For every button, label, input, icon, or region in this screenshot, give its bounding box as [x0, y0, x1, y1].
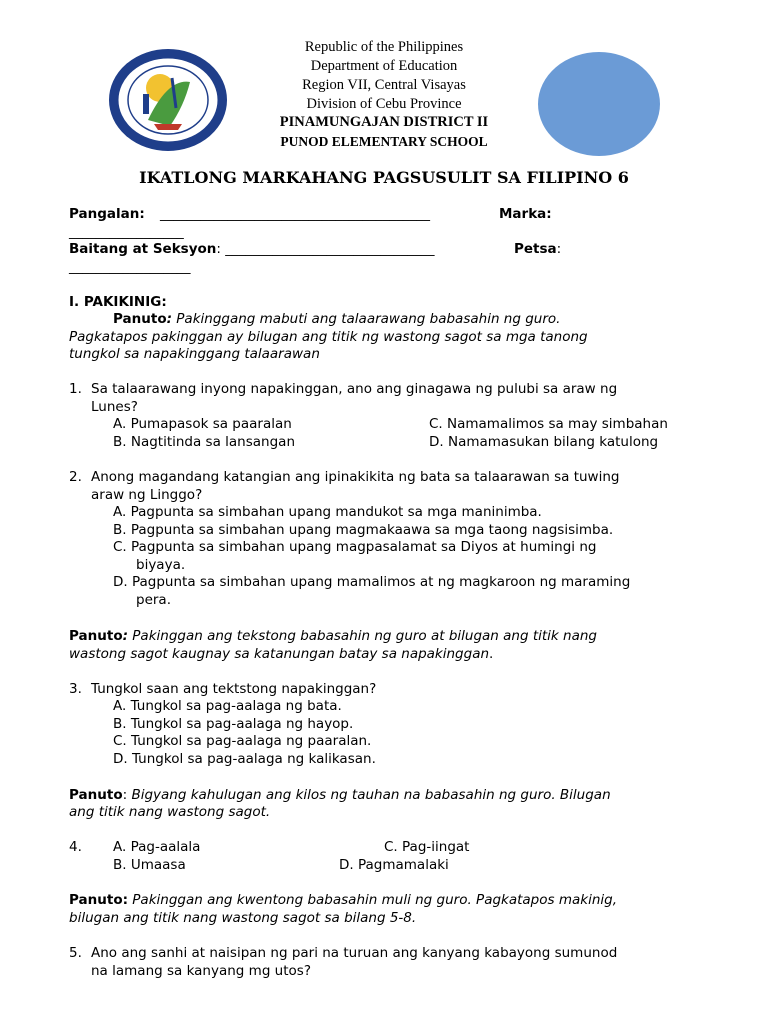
q5-text-a: Ano ang sanhi at naisipan ng pari na turuan ang kanyang kabayong sumunod [91, 945, 618, 961]
q4-choice-d[interactable]: D. Pagmamalaki [339, 857, 449, 873]
exam-title: IKATLONG MARKAHANG PAGSUSULIT SA FILIPINO 6 [139, 168, 629, 187]
directions-1-text-b: Pagkatapos pakinggan ay bilugan ang titik ng wastong sagot sa mga tanong [69, 329, 588, 345]
q4-number: 4. [69, 839, 82, 855]
directions-3-text-a: Bigyang kahulugan ang kilos ng tauhan na babasahin ng guro. Bilugan [127, 787, 611, 803]
grade-section-label: Baitang at Seksyon [69, 241, 217, 257]
directions-3-text-b: ang titik nang wastong sagot. [69, 804, 271, 820]
q1-text-b: Lunes? [91, 399, 138, 415]
q5-text-b: na lamang sa kanyang mg utos? [91, 963, 311, 979]
directions-2-colon: : [122, 628, 128, 644]
directions-2-period: . [489, 646, 494, 662]
q3-choice-c[interactable]: C. Tungkol sa pag-aalaga ng paaralan. [113, 733, 372, 749]
directions-2-line-b [69, 646, 493, 664]
date-line[interactable]: __________________ [69, 259, 191, 275]
directions-1-label: Panuto [113, 311, 167, 327]
directions-4-text-b: bilugan ang titik nang wastong sagot sa bilang 5-8. [69, 910, 417, 926]
q3-text: Tungkol saan ang tektstong napakinggan? [91, 681, 377, 697]
grade-section-field [69, 241, 435, 259]
directions-3-label: Panuto [69, 787, 123, 803]
header-department: Department of Education [310, 58, 458, 74]
section-heading: I. PAKIKINIG: [69, 294, 167, 310]
directions-2-text-b: wastong sagot kaugnay sa katanungan batay sa napakinggan [69, 646, 490, 662]
q3-number: 3. [69, 681, 82, 697]
directions-3 [69, 787, 611, 805]
q1-number: 1. [69, 381, 82, 397]
q2-choice-c[interactable]: C. Pagpunta sa simbahan upang magpasalamat sa Diyos at humingi ng [113, 539, 597, 555]
directions-4-label: Panuto: [69, 892, 128, 908]
q1-choice-b[interactable]: B. Nagtitinda sa lansangan [113, 434, 295, 450]
directions-2 [69, 628, 597, 646]
header-republic: Republic of the Philippines [304, 39, 464, 55]
score-label: Marka: [499, 206, 552, 222]
date-label: Petsa [514, 241, 557, 257]
date-colon: : [556, 241, 562, 257]
header-school: PUNOD ELEMENTARY SCHOOL [280, 134, 488, 149]
q1-text-a: Sa talaarawang inyong napakinggan, ano ang ginagawa ng pulubi sa araw ng [91, 381, 618, 397]
q2-choice-c-cont[interactable]: biyaya. [136, 557, 186, 573]
q2-choice-a[interactable]: A. Pagpunta sa simbahan upang mandukot sa mga maninimba. [113, 504, 542, 520]
q1-choice-c[interactable]: C. Namamalimos sa may simbahan [429, 416, 668, 432]
directions-3-colon: : [122, 787, 128, 803]
q4-choice-b[interactable]: B. Umaasa [113, 857, 186, 873]
q4-choice-a[interactable]: A. Pag-aalala [113, 839, 201, 855]
q4-choice-c[interactable]: C. Pag-iingat [384, 839, 470, 855]
directions-1-text-a: Pakinggang mabuti ang talaarawang babasahin ng guro. [172, 311, 561, 327]
grade-colon: : [216, 241, 221, 257]
date-field [514, 241, 561, 259]
q2-choice-d-cont[interactable]: pera. [136, 592, 171, 608]
q5-number: 5. [69, 945, 82, 961]
q2-number: 2. [69, 469, 82, 485]
q3-choice-b[interactable]: B. Tungkol sa pag-aalaga ng hayop. [113, 716, 354, 732]
q1-choice-d[interactable]: D. Namamasukan bilang katulong [429, 434, 659, 450]
directions-1 [113, 311, 560, 329]
grade-section-line[interactable]: _______________________________ [225, 241, 435, 257]
directions-4-text-a: Pakinggan ang kwentong babasahin muli ng guro. Pagkatapos makinig, [128, 892, 617, 908]
header-district: PINAMUNGAJAN DISTRICT II [279, 114, 489, 130]
header-region: Region VII, Central Visayas [302, 77, 466, 93]
q2-choice-b[interactable]: B. Pagpunta sa simbahan upang magmakaawa sa mga taong nagsisimba. [113, 522, 614, 538]
q2-choice-d[interactable]: D. Pagpunta sa simbahan upang mamalimos at ng magkaroon ng maraming [113, 574, 631, 590]
q2-text-a: Anong magandang katangian ang ipinakikita ng bata sa talaarawan sa tuwing [91, 469, 620, 485]
directions-1-text-c: tungkol sa napakinggang talaarawan [69, 346, 320, 362]
header-division: Division of Cebu Province [306, 96, 462, 112]
q1-choice-a[interactable]: A. Pumapasok sa paaralan [113, 416, 292, 432]
q3-choice-a[interactable]: A. Tungkol sa pag-aalaga ng bata. [113, 698, 342, 714]
name-label: Pangalan: [69, 206, 145, 222]
directions-2-label: Panuto [69, 628, 123, 644]
directions-1-colon: : [166, 311, 172, 327]
directions-4 [69, 892, 617, 910]
q2-text-b: araw ng Linggo? [91, 487, 203, 503]
name-line[interactable]: ________________________________________ [160, 206, 430, 222]
score-line[interactable]: _________________ [69, 224, 184, 240]
directions-2-text-a: Pakinggan ang tekstong babasahin ng guro at bilugan ang titik nang [128, 628, 597, 644]
q3-choice-d[interactable]: D. Tungkol sa pag-aalaga ng kalikasan. [113, 751, 376, 767]
